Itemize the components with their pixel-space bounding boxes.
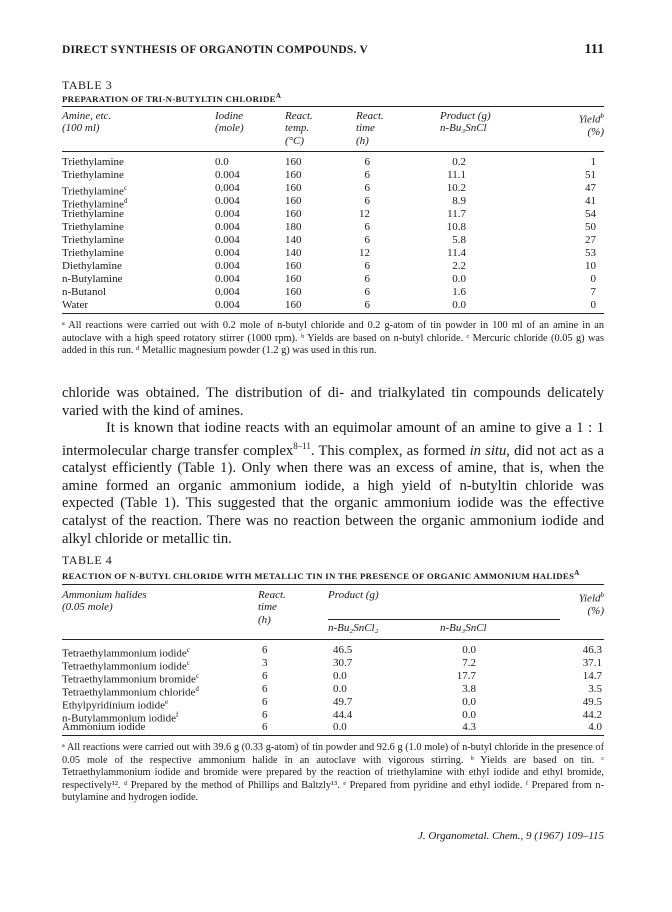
table4-header-product: Product (g) bbox=[328, 589, 379, 601]
table4-cell-time: 3 bbox=[262, 656, 268, 669]
table3-footnotes: ᵃ All reactions were carried out with 0.2 mole of n-butyl chloride and 0.2 g-atom of tin powder in 100 ml of an amine in an autoclave with a high speed rotatory stirrer (1000 rpm). ᵇ Yields are based on n-butyl chloride. ᶜ Mercuric chloride (0.05 g) was added in this run. ᵈ Metallic magnesium powder (1.2 g) was used in this run. bbox=[62, 320, 604, 357]
table3-cell-amine: Triethylamine bbox=[62, 221, 124, 233]
table4-cell-halide: Ethylpyridinium iodide$^e$ bbox=[62, 697, 169, 712]
table3-cell-amine: Triethylamine bbox=[62, 247, 124, 259]
table4-header-sub2: n-Bu₃SnCl bbox=[440, 622, 487, 634]
table3-cell-amine: Triethylamine bbox=[62, 169, 124, 181]
table3-cell-product: 1.6 bbox=[452, 286, 466, 298]
table4-cell-halide: Tetraethylammonium iodide$^c$ bbox=[62, 658, 190, 673]
table4-cell-p1: 49.7 bbox=[333, 695, 353, 708]
table3-header-yield: Yield$^b$ (%) bbox=[578, 112, 604, 139]
paragraph-2: It is known that iodine reacts with an equimolar amount of an amine to give a 1 : 1 intermolecular charge transfer complex$^{8-11}$. This complex, as formed in situ, did not act as a catalyst efficiently (Table 1). Only when there was an excess of amine, that is, when the amine formed an organic ammonium iodide, a high yield of n-butyltin chloride was expected (Table 1). This suggested that the organic ammonium iodide was the effective catalyst of the reaction. There was no reaction between the organic ammonium iodide and alkyl chloride or metallic tin. bbox=[62, 420, 604, 547]
table3-cell-product: 11.7 bbox=[447, 208, 466, 220]
table3-cell-product: 10.8 bbox=[446, 221, 466, 233]
table3-cell-time: 6 bbox=[364, 221, 370, 233]
table3-header-time: React. time (h) bbox=[356, 110, 384, 147]
table3-cell-time: 6 bbox=[364, 273, 370, 285]
table3-caption: PREPARATION OF TRI-N-BUTYLTIN $CHLORIDE^A$ bbox=[62, 92, 282, 104]
table3-cell-time: 6 bbox=[364, 156, 370, 168]
table4-cell-halide: n-Butylammonium iodide$^f$ bbox=[62, 710, 179, 725]
table4-bottom-rule bbox=[62, 735, 604, 736]
table3-cell-yield: 1 bbox=[590, 156, 596, 168]
table3-cell-product: 0.2 bbox=[452, 156, 466, 168]
table3-cell-amine: n-Butanol bbox=[62, 286, 106, 298]
table3-header-temp: React. temp. (°C) bbox=[285, 110, 313, 147]
table3-cell-iodine: 0.004 bbox=[215, 286, 240, 298]
table3-cell-amine: Triethylamine bbox=[62, 234, 124, 246]
table4-cell-halide: Tetraethylammonium bromide$^c$ bbox=[62, 671, 200, 686]
table3-cell-amine: Triethylamine$^c$ bbox=[62, 184, 128, 198]
table3-cell-temp: 160 bbox=[285, 208, 302, 220]
table4-header-yield: Yield$^b$ (%) bbox=[578, 591, 604, 618]
table4-cell-time: 6 bbox=[262, 708, 268, 721]
table3-cell-amine: Triethylamine$^d$ bbox=[62, 197, 128, 211]
table3-cell-temp: 160 bbox=[285, 195, 302, 207]
table3-cell-yield: 0 bbox=[590, 299, 596, 311]
table4-cell-yield: 37.1 bbox=[582, 656, 602, 669]
table4-cell-p1: 30.7 bbox=[333, 656, 353, 669]
table4-cell-yield: 3.5 bbox=[588, 682, 602, 695]
running-title: DIRECT SYNTHESIS OF ORGANOTIN COMPOUNDS. V bbox=[62, 44, 368, 56]
table4-top-rule bbox=[62, 584, 604, 585]
table3-cell-yield: 50 bbox=[585, 221, 596, 233]
table3-cell-temp: 180 bbox=[285, 221, 302, 233]
table3-cell-iodine: 0.004 bbox=[215, 247, 240, 259]
table3-cell-iodine: 0.004 bbox=[215, 169, 240, 181]
table3-cell-time: 6 bbox=[364, 299, 370, 311]
table3-cell-iodine: 0.004 bbox=[215, 182, 240, 194]
paragraph-1: chloride was obtained. The distribution of di- and trialkylated tin compounds delicately varied with the kind of amines. bbox=[62, 385, 604, 419]
table4-cell-yield: 14.7 bbox=[582, 669, 602, 682]
table4-cell-time: 6 bbox=[262, 644, 268, 656]
page-number: 111 bbox=[584, 42, 604, 57]
table3-cell-temp: 160 bbox=[285, 299, 302, 311]
table4-cell-yield: 4.0 bbox=[588, 721, 602, 734]
table4-cell-yield: 44.2 bbox=[582, 708, 602, 721]
table3-cell-temp: 160 bbox=[285, 169, 302, 181]
table3-cell-time: 6 bbox=[364, 169, 370, 181]
table3-cell-product: 11.1 bbox=[447, 169, 466, 181]
table3-cell-yield: 54 bbox=[585, 208, 596, 220]
table3-cell-yield: 41 bbox=[585, 195, 596, 207]
table4-cell-p2: 7.2 bbox=[462, 656, 476, 669]
table4-cell-p1: 46.5 bbox=[333, 644, 353, 656]
table4-cell-halide: Tetraethylammonium iodide$^c$ bbox=[62, 646, 190, 660]
table3-cell-iodine: 0.004 bbox=[215, 221, 240, 233]
table3-header-product: Product (g) n-Bu₃SnCl bbox=[440, 110, 491, 135]
table4-caption: REACTION OF N-BUTYL CHLORIDE WITH METALLIC TIN IN THE PRESENCE OF ORGANIC AMMONIUM $HALIDES^A$ bbox=[62, 569, 580, 581]
table3-cell-product: 0.0 bbox=[452, 299, 466, 311]
journal-citation: J. Organometal. Chem., 9 (1967) 109–115 bbox=[417, 830, 604, 842]
table3-cell-yield: 0 bbox=[590, 273, 596, 285]
table3-cell-iodine: 0.004 bbox=[215, 260, 240, 272]
table3-cell-product: 8.9 bbox=[452, 195, 466, 207]
table3-cell-iodine: 0.004 bbox=[215, 273, 240, 285]
table4-cell-time: 6 bbox=[262, 682, 268, 695]
body-text bbox=[62, 385, 604, 548]
table4-cell-halide: Ammonium iodide bbox=[62, 721, 146, 734]
table4-cell-p1: 0.0 bbox=[333, 682, 347, 695]
table3-cell-iodine: 0.004 bbox=[215, 208, 240, 220]
table4-header-sub1: n-Bu₂SnCl₂ bbox=[328, 622, 379, 634]
table3-cell-yield: 7 bbox=[590, 286, 596, 298]
table4-cell-p2: 0.0 bbox=[462, 708, 476, 721]
table3-cell-temp: 160 bbox=[285, 156, 302, 168]
table3-cell-yield: 47 bbox=[585, 182, 596, 194]
table4-cell-yield: 46.3 bbox=[582, 644, 602, 656]
table3-cell-amine: Water bbox=[62, 299, 88, 311]
table3-cell-temp: 140 bbox=[285, 234, 302, 246]
table3-cell-iodine: 0.0 bbox=[215, 156, 229, 168]
table4-cell-time: 6 bbox=[262, 669, 268, 682]
table3-cell-iodine: 0.004 bbox=[215, 195, 240, 207]
table4-cell-p2: 3.8 bbox=[462, 682, 476, 695]
table3-header-iodine: Iodine (mole) bbox=[215, 110, 244, 135]
table3-cell-amine: n-Butylamine bbox=[62, 273, 123, 285]
table3-cell-product: 10.2 bbox=[446, 182, 466, 194]
table4-cell-time: 6 bbox=[262, 721, 268, 734]
table3-cell-iodine: 0.004 bbox=[215, 299, 240, 311]
table3-header-amine: Amine, etc. (100 ml) bbox=[62, 110, 112, 135]
table4-cell-p2: 17.7 bbox=[456, 669, 476, 682]
table3-cell-yield: 27 bbox=[585, 234, 596, 246]
table4-cell-time: 6 bbox=[262, 695, 268, 708]
table4-header-time: React. time (h) bbox=[258, 589, 286, 626]
table3-cell-temp: 160 bbox=[285, 260, 302, 272]
table3-cell-yield: 51 bbox=[585, 169, 596, 181]
table3-cell-yield: 53 bbox=[585, 247, 596, 259]
table4-cell-p2: 4.3 bbox=[462, 721, 476, 734]
table3-cell-temp: 160 bbox=[285, 182, 302, 194]
table4-label: TABLE 4 bbox=[62, 553, 113, 567]
table3-cell-time: 12 bbox=[359, 247, 370, 259]
table3-label: TABLE 3 bbox=[62, 78, 113, 92]
table3-cell-product: 0.0 bbox=[452, 273, 466, 285]
table3-cell-time: 12 bbox=[359, 208, 370, 220]
table3-cell-yield: 10 bbox=[585, 260, 596, 272]
running-header bbox=[62, 44, 604, 64]
table3-bottom-rule bbox=[62, 313, 604, 314]
table3-cell-temp: 140 bbox=[285, 247, 302, 259]
table4-cell-p2: 0.0 bbox=[462, 695, 476, 708]
table4-cell-p1: 0.0 bbox=[333, 721, 347, 734]
table4-cell-yield: 49.5 bbox=[582, 695, 602, 708]
table3-cell-temp: 160 bbox=[285, 273, 302, 285]
table3-cell-time: 6 bbox=[364, 260, 370, 272]
table3-cell-temp: 160 bbox=[285, 286, 302, 298]
table3-header-rule bbox=[62, 151, 604, 152]
table3-cell-product: 11.4 bbox=[447, 247, 466, 259]
table4-product-rule bbox=[328, 619, 560, 620]
table3-cell-time: 6 bbox=[364, 182, 370, 194]
table4-cell-p1: 44.4 bbox=[333, 708, 353, 721]
table3-cell-time: 6 bbox=[364, 195, 370, 207]
table4-header-rule bbox=[62, 639, 604, 640]
table3-cell-iodine: 0.004 bbox=[215, 234, 240, 246]
table3-cell-amine: Diethylamine bbox=[62, 260, 122, 272]
table3-cell-time: 6 bbox=[364, 234, 370, 246]
table3-cell-amine: Triethylamine bbox=[62, 156, 124, 168]
table4-footnotes: ᵃ All reactions were carried out with 39.6 g (0.33 g-atom) of tin powder and 92.6 g (1.0 mole) of n-butyl chloride in the presence of 0.05 mole of the respective ammonium halide in an autoclave with vigorous stirring. ᵇ Yields are based on tin. ᶜ Tetraethylammonium iodide and bromide were prepared by the reaction of triethylamine with ethyl iodide and ethyl bromide, respectively¹². ᵈ Prepared by the method of Phillips and Baltzly¹³. ᵉ Prepared from pyridine and ethyl iodide. ᶠ Prepared from n-butylamine and hydrogen iodide. bbox=[62, 742, 604, 804]
table3-cell-product: 2.2 bbox=[452, 260, 466, 272]
table3-cell-time: 6 bbox=[364, 286, 370, 298]
table3-top-rule bbox=[62, 106, 604, 107]
table3-cell-product: 5.8 bbox=[452, 234, 466, 246]
table4-cell-halide: Tetraethylammonium chloride$^d$ bbox=[62, 684, 199, 699]
table4-cell-p1: 0.0 bbox=[333, 669, 347, 682]
table4-cell-p2: 0.0 bbox=[462, 644, 476, 656]
table3-cell-amine: Triethylamine bbox=[62, 208, 124, 220]
table4-header-halide: Ammonium halides (0.05 mole) bbox=[62, 589, 147, 614]
